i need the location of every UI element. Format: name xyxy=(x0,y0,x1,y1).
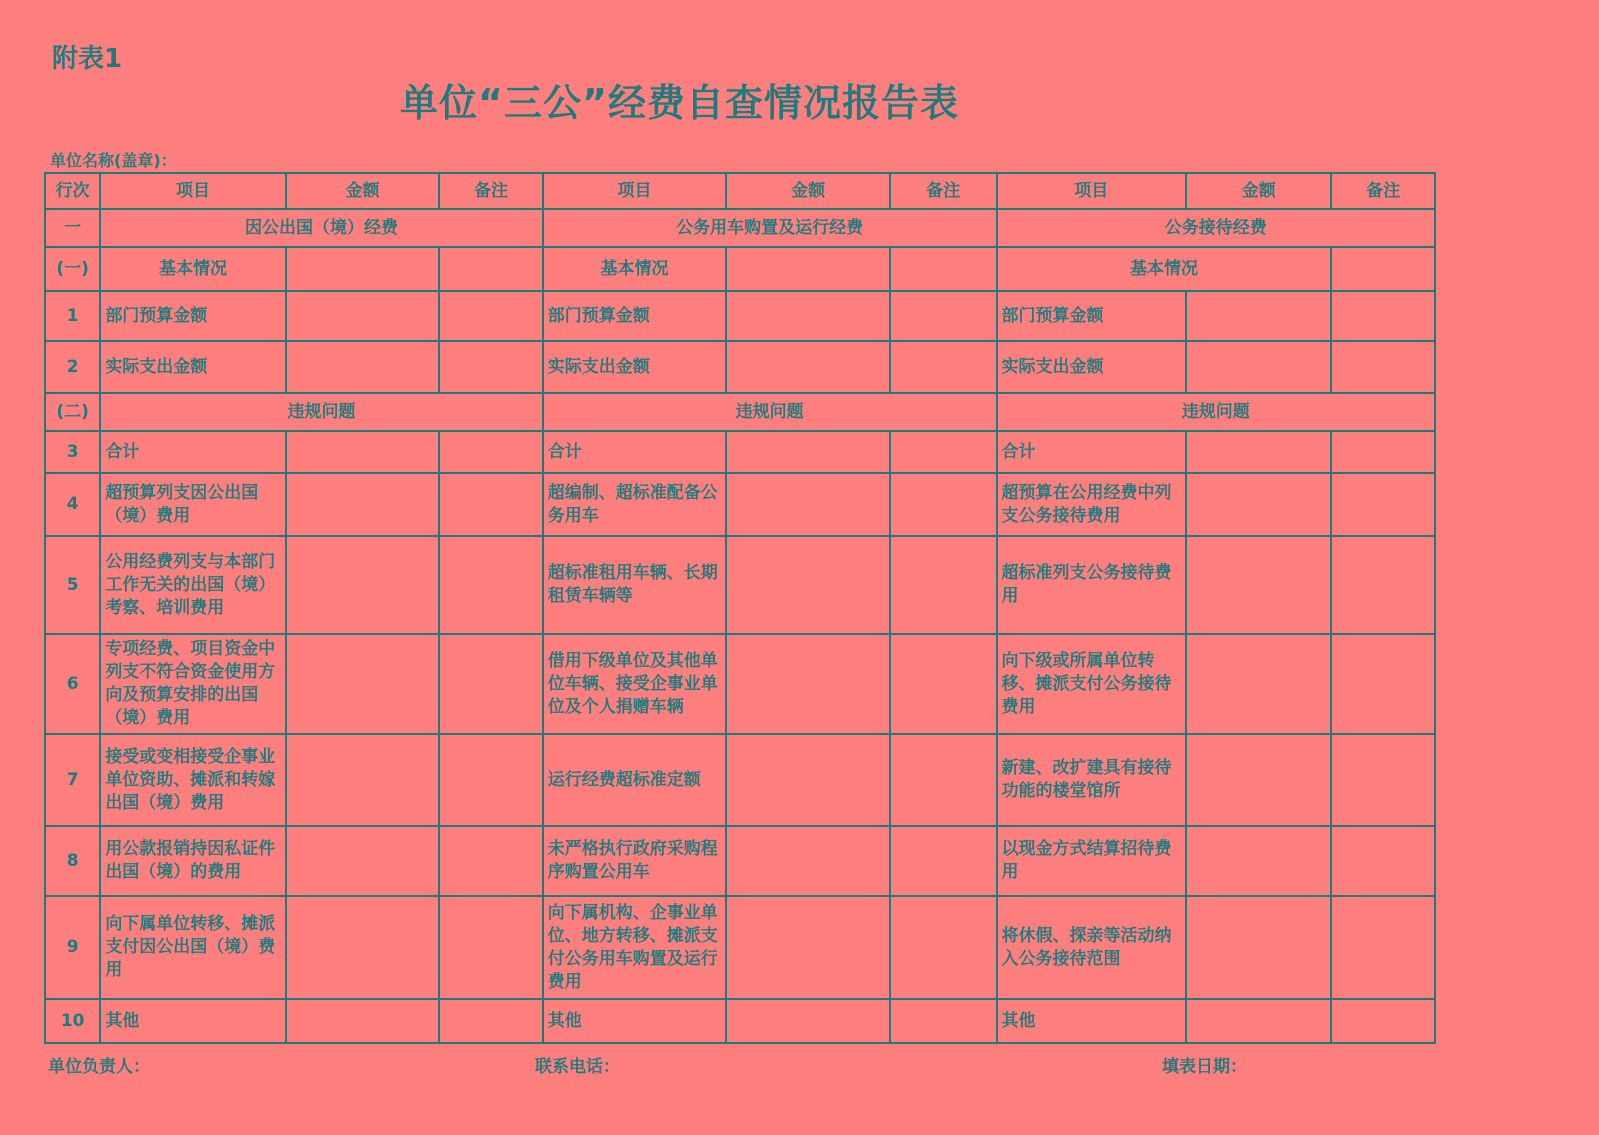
note-cell xyxy=(1331,896,1435,999)
travel-item: 其他 xyxy=(100,999,285,1043)
header-item: 项目 xyxy=(997,173,1186,209)
amount-cell xyxy=(286,634,440,734)
empty-cell xyxy=(286,247,440,291)
reception-item: 新建、改扩建具有接待功能的楼堂馆所 xyxy=(997,734,1186,826)
reception-item: 超预算在公用经费中列支公务接待费用 xyxy=(997,473,1186,536)
reception-item: 其他 xyxy=(997,999,1186,1043)
note-cell xyxy=(439,999,542,1043)
note-cell xyxy=(890,536,997,634)
amount-cell xyxy=(286,473,440,536)
basic-row xyxy=(45,247,1435,291)
amount-cell xyxy=(1186,896,1331,999)
amount-cell xyxy=(286,431,440,473)
amount-cell xyxy=(1186,734,1331,826)
amount-cell xyxy=(1186,826,1331,896)
reception-item: 将休假、探亲等活动纳入公务接待范围 xyxy=(997,896,1186,999)
table-row xyxy=(45,999,1435,1043)
header-note: 备注 xyxy=(439,173,542,209)
note-cell xyxy=(439,473,542,536)
empty-cell xyxy=(890,247,997,291)
violations-label: 违规问题 xyxy=(997,393,1435,431)
note-cell xyxy=(1331,536,1435,634)
annex-label: 附表1 xyxy=(52,44,123,74)
basic-label: 基本情况 xyxy=(543,247,726,291)
note-cell xyxy=(1331,999,1435,1043)
note-cell xyxy=(1331,734,1435,826)
amount-cell xyxy=(1186,473,1331,536)
amount-cell xyxy=(1186,431,1331,473)
vehicle-item: 超标准租用车辆、长期租赁车辆等 xyxy=(543,536,726,634)
table-row xyxy=(45,473,1435,536)
table-row xyxy=(45,291,1435,341)
report-title: 单位“三公”经费自查情况报告表 xyxy=(400,81,959,125)
amount-cell xyxy=(1186,341,1331,393)
note-cell xyxy=(1331,291,1435,341)
note-cell xyxy=(439,536,542,634)
header-row-no: 行次 xyxy=(45,173,100,209)
travel-item: 专项经费、项目资金中列支不符合资金使用方向及预算安排的出国（境）费用 xyxy=(100,634,285,734)
amount-cell xyxy=(1186,634,1331,734)
section-row-no: 一 xyxy=(45,209,100,247)
header-amount: 金额 xyxy=(1186,173,1331,209)
note-cell xyxy=(439,634,542,734)
travel-item: 超预算列支因公出国（境）费用 xyxy=(100,473,285,536)
note-cell xyxy=(1331,473,1435,536)
travel-item: 接受或变相接受企事业单位资助、摊派和转嫁出国（境）费用 xyxy=(100,734,285,826)
table-row xyxy=(45,896,1435,999)
table-row xyxy=(45,734,1435,826)
reception-item: 实际支出金额 xyxy=(997,341,1186,393)
table-row xyxy=(45,431,1435,473)
row-no: 9 xyxy=(45,896,100,999)
vehicle-item: 运行经费超标准定额 xyxy=(543,734,726,826)
vehicle-item: 实际支出金额 xyxy=(543,341,726,393)
violations-row-no: (二) xyxy=(45,393,100,431)
table-row xyxy=(45,536,1435,634)
table-row xyxy=(45,341,1435,393)
table-row xyxy=(45,826,1435,896)
violations-row xyxy=(45,393,1435,431)
vehicle-item: 其他 xyxy=(543,999,726,1043)
note-cell xyxy=(1331,826,1435,896)
note-cell xyxy=(890,431,997,473)
amount-cell xyxy=(726,431,890,473)
row-no: 3 xyxy=(45,431,100,473)
note-cell xyxy=(1331,431,1435,473)
section-vehicle: 公务用车购置及运行经费 xyxy=(543,209,997,247)
amount-cell xyxy=(1186,999,1331,1043)
row-no: 2 xyxy=(45,341,100,393)
reception-item: 以现金方式结算招待费用 xyxy=(997,826,1186,896)
amount-cell xyxy=(726,341,890,393)
note-cell xyxy=(1331,341,1435,393)
note-cell xyxy=(1331,634,1435,734)
note-cell xyxy=(439,826,542,896)
reception-item: 向下级或所属单位转移、摊派支付公务接待费用 xyxy=(997,634,1186,734)
reception-item: 部门预算金额 xyxy=(997,291,1186,341)
note-cell xyxy=(439,431,542,473)
note-cell xyxy=(890,291,997,341)
note-cell xyxy=(890,999,997,1043)
row-no: 5 xyxy=(45,536,100,634)
vehicle-item: 部门预算金额 xyxy=(543,291,726,341)
row-no: 6 xyxy=(45,634,100,734)
table-row xyxy=(45,634,1435,734)
note-cell xyxy=(439,734,542,826)
header-note: 备注 xyxy=(1331,173,1435,209)
note-cell xyxy=(890,734,997,826)
vehicle-item: 向下属机构、企事业单位、地方转移、摊派支付公务用车购置及运行费用 xyxy=(543,896,726,999)
vehicle-item: 未严格执行政府采购程序购置公用车 xyxy=(543,826,726,896)
travel-item: 合计 xyxy=(100,431,285,473)
basic-label: 基本情况 xyxy=(100,247,285,291)
reception-item: 合计 xyxy=(997,431,1186,473)
row-no: 7 xyxy=(45,734,100,826)
amount-cell xyxy=(286,896,440,999)
header-note: 备注 xyxy=(890,173,997,209)
responsible-person-label: 单位负责人： xyxy=(48,1057,150,1077)
note-cell xyxy=(890,634,997,734)
amount-cell xyxy=(726,999,890,1043)
amount-cell xyxy=(286,734,440,826)
travel-item: 用公款报销持因私证件出国（境）的费用 xyxy=(100,826,285,896)
travel-item: 部门预算金额 xyxy=(100,291,285,341)
vehicle-item: 借用下级单位及其他单位车辆、接受企事业单位及个人捐赠车辆 xyxy=(543,634,726,734)
note-cell xyxy=(890,473,997,536)
header-item: 项目 xyxy=(543,173,726,209)
section-reception: 公务接待经费 xyxy=(997,209,1435,247)
amount-cell xyxy=(726,291,890,341)
travel-item: 向下属单位转移、摊派支付因公出国（境）费用 xyxy=(100,896,285,999)
header-row xyxy=(45,173,1435,209)
row-no: 1 xyxy=(45,291,100,341)
amount-cell xyxy=(286,536,440,634)
violations-label: 违规问题 xyxy=(543,393,997,431)
note-cell xyxy=(890,826,997,896)
amount-cell xyxy=(726,734,890,826)
row-no: 4 xyxy=(45,473,100,536)
row-no: 10 xyxy=(45,999,100,1043)
vehicle-item: 超编制、超标准配备公务用车 xyxy=(543,473,726,536)
amount-cell xyxy=(286,826,440,896)
fill-date-label: 填表日期： xyxy=(1162,1057,1247,1077)
basic-row-no: (一) xyxy=(45,247,100,291)
travel-item: 公用经费列支与本部门工作无关的出国（境）考察、培训费用 xyxy=(100,536,285,634)
empty-cell xyxy=(1331,247,1435,291)
vehicle-item: 合计 xyxy=(543,431,726,473)
amount-cell xyxy=(726,896,890,999)
amount-cell xyxy=(1186,536,1331,634)
empty-cell xyxy=(439,247,542,291)
note-cell xyxy=(890,341,997,393)
section-row xyxy=(45,209,1435,247)
header-item: 项目 xyxy=(100,173,285,209)
header-amount: 金额 xyxy=(726,173,890,209)
travel-item: 实际支出金额 xyxy=(100,341,285,393)
amount-cell xyxy=(286,999,440,1043)
row-no: 8 xyxy=(45,826,100,896)
empty-cell xyxy=(726,247,890,291)
amount-cell xyxy=(726,536,890,634)
amount-cell xyxy=(726,473,890,536)
note-cell xyxy=(890,896,997,999)
amount-cell xyxy=(1186,291,1331,341)
note-cell xyxy=(439,896,542,999)
report-table xyxy=(44,172,1436,1044)
amount-cell xyxy=(726,634,890,734)
contact-phone-label: 联系电话： xyxy=(535,1057,620,1077)
note-cell xyxy=(439,341,542,393)
reception-item: 超标准列支公务接待费用 xyxy=(997,536,1186,634)
note-cell xyxy=(439,291,542,341)
amount-cell xyxy=(286,341,440,393)
header-amount: 金额 xyxy=(286,173,440,209)
unit-name-label: 单位名称(盖章)： xyxy=(50,151,177,170)
amount-cell xyxy=(726,826,890,896)
violations-label: 违规问题 xyxy=(100,393,542,431)
basic-label: 基本情况 xyxy=(997,247,1332,291)
amount-cell xyxy=(286,291,440,341)
section-travel: 因公出国（境）经费 xyxy=(100,209,542,247)
